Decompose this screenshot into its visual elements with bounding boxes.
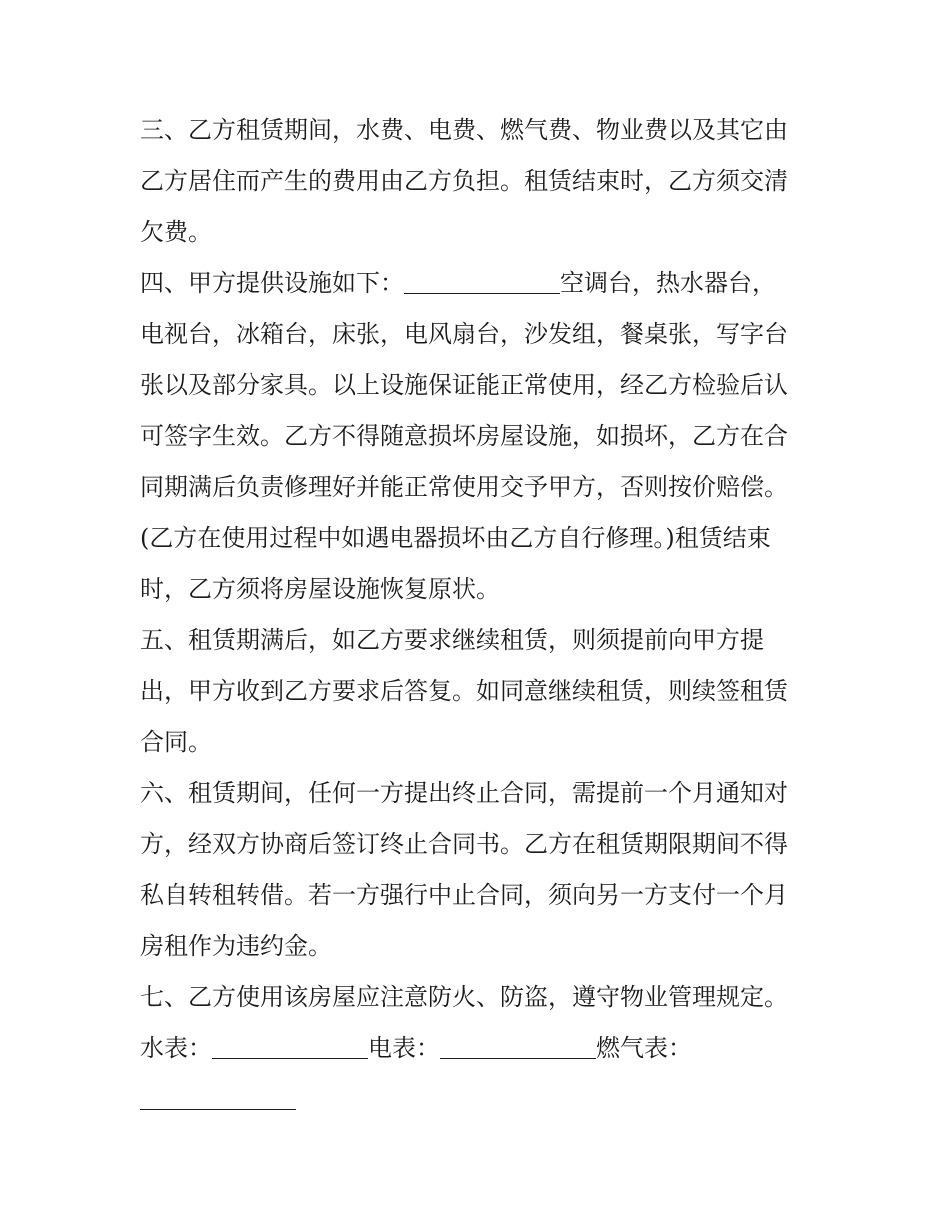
fill-in-blank-facilities[interactable] xyxy=(404,292,560,294)
document-body xyxy=(140,105,820,1125)
fill-in-blank-water-meter[interactable] xyxy=(212,1057,368,1059)
text-line xyxy=(140,309,820,360)
text-segment: 六、租赁期间，任何一方提出终止合同，需提前一个月通知对 xyxy=(140,779,788,807)
text-segment: 出，甲方收到乙方要求后答复。如同意继续租赁，则续签租赁 xyxy=(140,677,788,705)
text-segment: 可签字生效。乙方不得随意损坏房屋设施，如损坏，乙方在合 xyxy=(140,422,788,450)
text-line xyxy=(140,768,820,819)
text-segment: 时，乙方须将房屋设施恢复原状。 xyxy=(140,575,500,603)
text-segment: 乙方居住而产生的费用由乙方负担。租赁结束时，乙方须交清 xyxy=(140,167,788,195)
text-line xyxy=(140,258,820,309)
text-segment: 五、租赁期满后，如乙方要求继续租赁，则须提前向甲方提 xyxy=(140,626,764,654)
text-segment: 房租作为违约金。 xyxy=(140,932,332,960)
text-segment: (乙方在使用过程中如遇电器损坏由乙方自行修理。)租赁结束 xyxy=(140,524,771,552)
text-line xyxy=(140,717,820,768)
text-line xyxy=(140,1074,820,1125)
text-line xyxy=(140,462,820,513)
text-segment: 私自转租转借。若一方强行中止合同，须向另一方支付一个月 xyxy=(140,881,788,909)
text-line xyxy=(140,870,820,921)
fill-in-blank-electric-meter[interactable] xyxy=(440,1057,596,1059)
text-segment: 同期满后负责修理好并能正常使用交予甲方，否则按价赔偿。 xyxy=(140,473,788,501)
text-line xyxy=(140,156,820,207)
text-line xyxy=(140,921,820,972)
text-segment: 电视台，冰箱台，床张，电风扇台，沙发组，餐桌张，写字台 xyxy=(140,320,788,348)
text-segment: 合同。 xyxy=(140,728,212,756)
text-segment: 四、甲方提供设施如下： xyxy=(140,269,404,297)
text-segment: 欠费。 xyxy=(140,218,212,246)
text-line xyxy=(140,207,820,258)
text-line xyxy=(140,819,820,870)
water-meter-label: 水表： xyxy=(140,1034,212,1062)
text-segment: 空调台，热水器台， xyxy=(560,269,776,297)
text-segment: 三、乙方租赁期间，水费、电费、燃气费、物业费以及其它由 xyxy=(140,116,788,144)
text-line xyxy=(140,411,820,462)
text-line xyxy=(140,972,820,1023)
text-segment: 七、乙方使用该房屋应注意防火、防盗，遵守物业管理规定。 xyxy=(140,983,788,1011)
text-line xyxy=(140,513,820,564)
text-line xyxy=(140,666,820,717)
gas-meter-label: 燃气表： xyxy=(596,1034,692,1062)
text-segment: 张以及部分家具。以上设施保证能正常使用，经乙方检验后认 xyxy=(140,371,788,399)
fill-in-blank-gas-meter[interactable] xyxy=(140,1108,296,1110)
text-line xyxy=(140,105,820,156)
text-line xyxy=(140,1023,820,1074)
text-segment: 方，经双方协商后签订终止合同书。乙方在租赁期限期间不得 xyxy=(140,830,788,858)
text-line xyxy=(140,564,820,615)
electric-meter-label: 电表： xyxy=(368,1034,440,1062)
text-line xyxy=(140,615,820,666)
text-line xyxy=(140,360,820,411)
